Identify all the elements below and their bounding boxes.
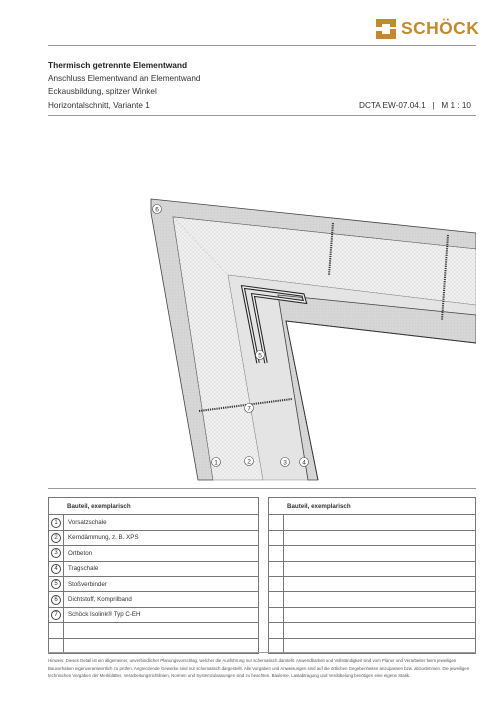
legend-table-right bbox=[268, 497, 476, 654]
marker-3 bbox=[281, 458, 290, 467]
legend-row bbox=[269, 546, 476, 561]
svg-text:6: 6 bbox=[155, 206, 159, 214]
drawing-frame-bottom bbox=[48, 488, 476, 489]
section-drawing bbox=[48, 115, 476, 488]
subtitle-line-2: Eckausbildung, spitzer Winkel bbox=[48, 87, 157, 96]
note-rule bbox=[48, 652, 476, 653]
marker-2 bbox=[245, 457, 254, 466]
disclaimer-note: Hinweis: Dieses Detail ist ein allgemeiner, unverbindlicher Planungsvorschlag, welcher die Ausführung nur schematisch darstellt. Anwendbarkeit und Vollständigkeit sind vom Planer und Verarbeiter beim jeweiligen Bauvorhaben eigenverantwortlich zu prüfen. Angrenzende Gewerke sind nur schematisch dargestellt. Alle Vorgaben und Anweisungen sind auf die örtlichen Gegebenheiten anzupassen bzw. abzustimmen. Die jeweiligen technischen Vorgaben der Merkblätter, Verarbeitungsrichtlinien, Normen und Systemzulassungen sind zu beachten. Bauleme, Lastabtragung und Verdübelung benötigen eine eigene Statik. bbox=[48, 658, 470, 679]
svg-text:3: 3 bbox=[283, 459, 287, 467]
svg-text:5: 5 bbox=[258, 352, 262, 360]
page-title: Thermisch getrennte Elementwand bbox=[48, 60, 188, 70]
legend-row bbox=[269, 592, 476, 607]
legend-row: 5 Stoßverbinder bbox=[49, 576, 259, 591]
legend-row bbox=[269, 561, 476, 576]
legend-row bbox=[269, 530, 476, 545]
legend-row: 7 Schöck Isolink® Typ C-EH bbox=[49, 607, 259, 622]
tragschale bbox=[278, 295, 476, 480]
header-rule-top bbox=[48, 45, 476, 46]
svg-text:7: 7 bbox=[247, 405, 251, 413]
drawing-code: DCTA EW-07.04.1 | M 1 : 10 bbox=[359, 101, 471, 110]
marker-1 bbox=[212, 458, 221, 467]
subtitle-line-1: Anschluss Elementwand an Elementwand bbox=[48, 74, 201, 83]
legend-row bbox=[269, 623, 476, 638]
marker-6 bbox=[153, 205, 162, 214]
marker-4 bbox=[300, 458, 309, 467]
legend-table-left bbox=[48, 497, 259, 654]
svg-text:2: 2 bbox=[247, 458, 251, 466]
legend-row bbox=[269, 515, 476, 530]
legend-row: 4 Tragschale bbox=[49, 561, 259, 576]
brand-name: SCHÖCK bbox=[401, 18, 480, 38]
legend-row bbox=[269, 576, 476, 591]
subtitle-line-3: Horizontalschnitt, Variante 1 bbox=[48, 101, 150, 110]
legend-row: 3 Ortbeton bbox=[49, 546, 259, 561]
legend-header-left: Bauteil, exemplarisch bbox=[49, 498, 259, 515]
legend-row bbox=[49, 623, 259, 638]
schoeck-logo-icon bbox=[375, 18, 397, 40]
svg-text:1: 1 bbox=[214, 459, 218, 467]
legend-row: 2 Kerndämmung, z. B. XPS bbox=[49, 530, 259, 545]
kerndaemmung bbox=[173, 217, 476, 480]
svg-text:4: 4 bbox=[302, 459, 306, 467]
legend-row: 1 Vorsatzschale bbox=[49, 515, 259, 530]
legend-row: 6 Dichtstoff, Komprilband bbox=[49, 592, 259, 607]
legend-header-right: Bauteil, exemplarisch bbox=[269, 498, 476, 515]
marker-7 bbox=[245, 404, 254, 413]
brand-logo bbox=[375, 18, 479, 40]
inner-face bbox=[286, 321, 476, 480]
marker-5 bbox=[256, 351, 265, 360]
legend-row bbox=[269, 607, 476, 622]
